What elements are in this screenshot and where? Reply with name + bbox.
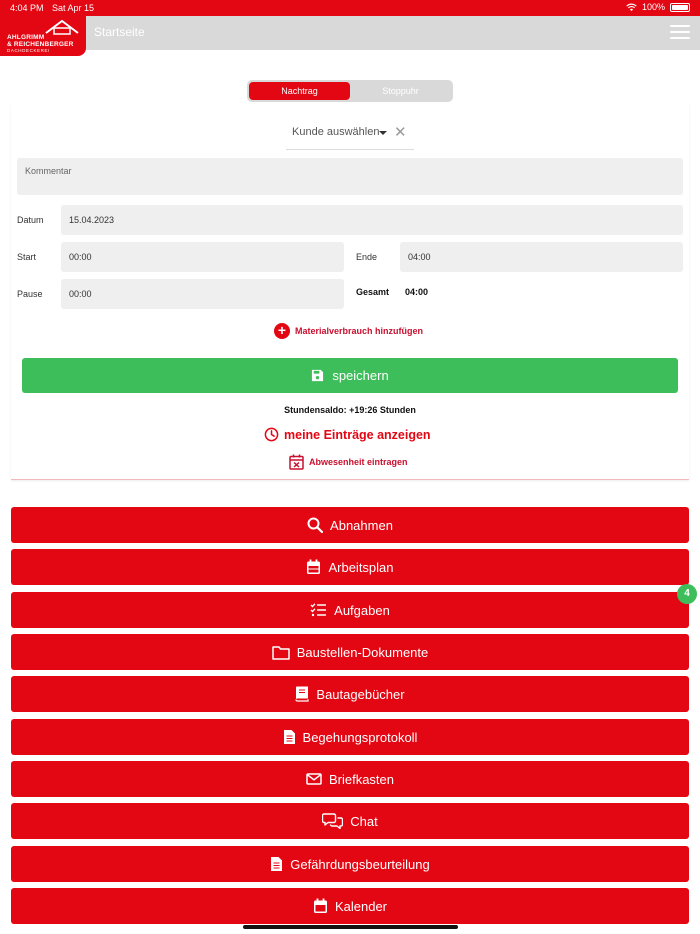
menu-chat-label: Chat	[350, 813, 378, 829]
mode-segmented-control	[247, 80, 453, 102]
plus-circle-icon: +	[274, 323, 290, 339]
menu-kalender-button[interactable]	[11, 888, 689, 924]
calendar-icon	[313, 898, 328, 914]
logo-line-2: & REICHENBERGER	[7, 41, 74, 48]
menu-briefkasten-label: Briefkasten	[328, 771, 395, 787]
absence-link[interactable]	[289, 454, 408, 470]
menu-aufgaben-label: Aufgaben	[334, 602, 390, 618]
menu-aufgaben-button[interactable]	[11, 592, 689, 628]
logo-line-3: DACHDECKEREI	[7, 48, 50, 53]
gesamt-value: 04:00	[405, 287, 429, 297]
clock-icon	[264, 427, 279, 442]
search-icon	[307, 517, 323, 533]
add-material-label: Materialverbrauch hinzufügen	[295, 326, 424, 336]
datum-label: Datum	[17, 215, 44, 225]
menu-baustellen-dokumente-button[interactable]	[11, 634, 689, 670]
menu-gefaehrdungsbeurteilung-label: Gefährdungsbeurteilung	[290, 856, 430, 872]
folder-icon	[272, 645, 290, 660]
pause-field[interactable]: 00:00	[61, 279, 344, 309]
menu-chat-button[interactable]	[11, 803, 689, 839]
logo-line-1: AHLGRIMM	[7, 34, 45, 41]
battery-percent: 100%	[641, 2, 665, 12]
show-entries-link[interactable]	[264, 427, 431, 442]
menu-briefkasten-button[interactable]	[11, 761, 689, 797]
menu-abnahmen-button[interactable]	[11, 507, 689, 543]
status-time: 4:04 PM	[10, 3, 44, 13]
menu-begehungsprotokoll-button[interactable]	[11, 719, 689, 755]
menu-begehungsprotokoll-label: Begehungsprotokoll	[302, 729, 418, 745]
status-right	[626, 2, 690, 12]
menu-bautagebuecher-label: Bautagebücher	[316, 686, 405, 702]
menu-bautagebuecher-button[interactable]	[11, 676, 689, 712]
menu-gefaehrdungsbeurteilung-button[interactable]	[11, 846, 689, 882]
caret-down-icon[interactable]	[379, 131, 387, 135]
roof-icon	[44, 19, 80, 35]
show-entries-label: meine Einträge anzeigen	[284, 427, 431, 442]
tab-stoppuhr[interactable]: Stoppuhr	[382, 86, 419, 96]
clear-icon[interactable]: ✕	[394, 124, 407, 141]
save-button[interactable]	[22, 358, 678, 393]
tab-nachtrag[interactable]: Nachtrag	[249, 82, 350, 100]
add-material-button[interactable]	[274, 323, 423, 339]
end-time-field[interactable]: 04:00	[400, 242, 683, 272]
hamburger-menu-icon[interactable]	[670, 25, 690, 41]
menu-kalender-label: Kalender	[334, 898, 388, 914]
comment-field[interactable]: Kommentar	[17, 158, 683, 195]
document-icon	[270, 856, 283, 872]
envelope-icon	[306, 773, 322, 785]
datum-field[interactable]: 15.04.2023	[61, 205, 683, 235]
menu-baustellen-dokumente-label: Baustellen-Dokumente	[296, 644, 429, 660]
app-header	[0, 16, 700, 50]
menu-arbeitsplan-label: Arbeitsplan	[328, 559, 394, 575]
calendar-x-icon	[289, 454, 304, 470]
home-indicator	[243, 925, 458, 929]
wifi-icon	[626, 3, 637, 12]
menu-arbeitsplan-button[interactable]	[11, 549, 689, 585]
pause-label: Pause	[17, 289, 43, 299]
customer-select-label: Kunde auswählen	[292, 126, 380, 138]
ende-label: Ende	[356, 252, 378, 262]
start-time-field[interactable]: 00:00	[61, 242, 344, 272]
document-icon	[283, 729, 296, 745]
absence-label: Abwesenheit eintragen	[309, 457, 408, 467]
customer-select[interactable]	[286, 122, 414, 150]
menu-abnahmen-label: Abnahmen	[330, 517, 393, 533]
start-label: Start	[17, 252, 37, 262]
book-icon	[295, 686, 309, 702]
hours-balance: Stundensaldo: +19:26 Stunden	[284, 405, 416, 415]
status-bar	[0, 0, 700, 16]
page-title: Startseite	[94, 25, 145, 39]
calendar-icon	[306, 559, 321, 575]
battery-icon	[670, 3, 690, 12]
status-date: Sat Apr 15	[52, 3, 95, 13]
gesamt-label: Gesamt	[356, 287, 390, 297]
company-logo[interactable]	[0, 16, 86, 56]
checklist-icon	[310, 603, 327, 617]
aufgaben-count-badge: 4	[677, 584, 697, 604]
floppy-disk-icon	[311, 369, 324, 382]
save-label: speichern	[332, 368, 389, 383]
chat-icon	[322, 813, 343, 829]
